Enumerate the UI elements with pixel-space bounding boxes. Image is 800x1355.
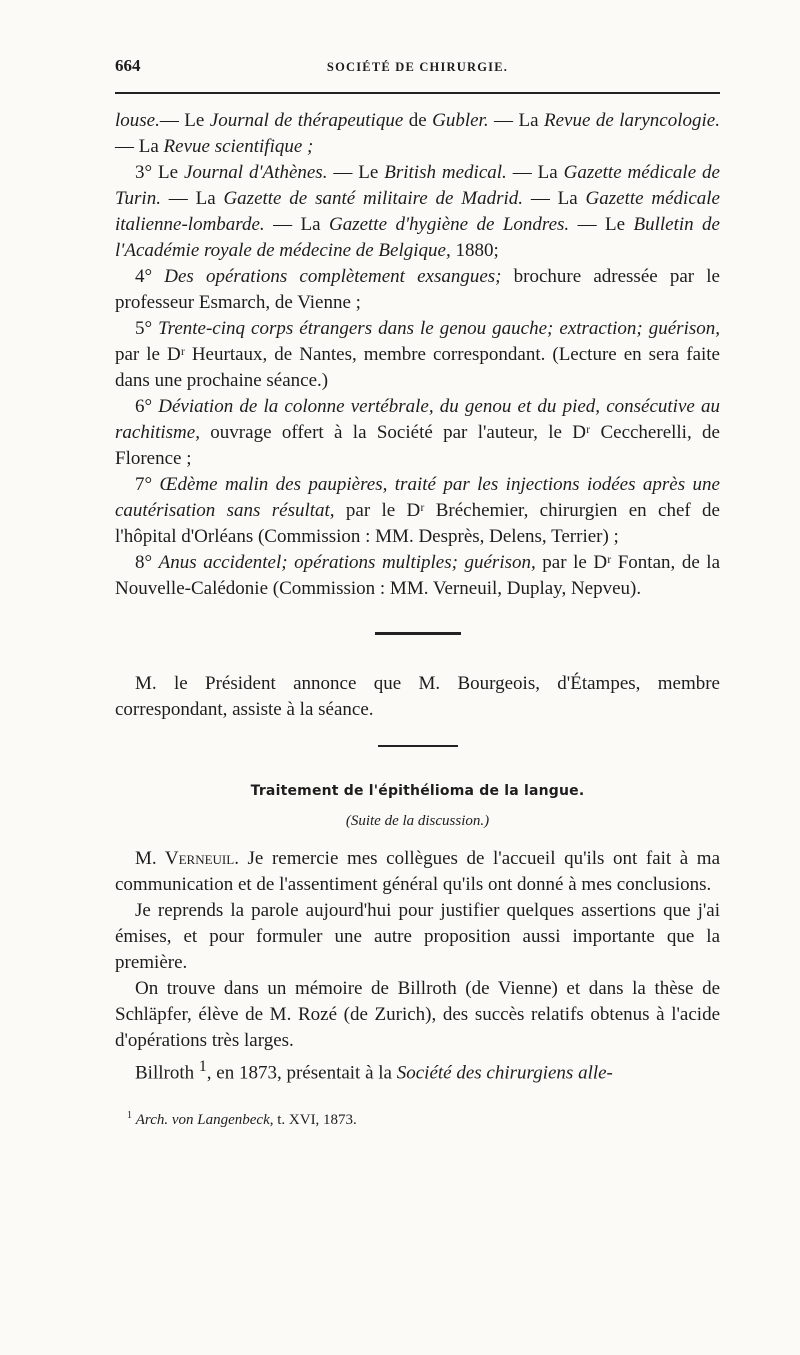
speaker-name: M. Verneuil. (135, 848, 239, 869)
intro-journal-4: Revue scientifique ; (163, 136, 314, 157)
item3-k: — La (264, 214, 329, 235)
item3-f: Gazette médicale de Turin. (115, 162, 720, 209)
p1-text: Je remercie mes collègues de l'accueil qu'ils ont fait à ma communication et de l'assentiment général qu'ils ont donné à mes conclusions. (115, 848, 720, 895)
intro-journal-2: Gubler. (432, 110, 489, 131)
p4-c: Société des chirurgiens alle- (396, 1062, 613, 1084)
list-item-8 (115, 550, 720, 602)
item6-b: Déviation de la colonne vertébrale, du genou et du pied, consécutive au rachitisme, (115, 396, 720, 443)
announcement: M. le Président annonce que M. Bourgeois, d'Étampes, membre correspondant, assiste à la séance. (115, 673, 720, 720)
item3-c: — Le (327, 162, 385, 183)
list-item-4 (115, 264, 720, 316)
item3-n: Bulletin de l'Académie royale de médecine de Belgique, (115, 214, 720, 261)
running-head: SOCIÉTÉ DE CHIRURGIE. (326, 60, 509, 74)
item8-a: 8° (135, 552, 159, 573)
intro-journal-1: Journal de thérapeutique (209, 110, 404, 131)
intro-text-3: — La (488, 110, 544, 131)
item4-b: Des opérations complètement exsangues; (164, 266, 502, 287)
list-item-7 (115, 472, 720, 550)
list-item-intro (115, 108, 720, 160)
item3-j: Gazette médicale italienne-lombarde. (115, 188, 720, 235)
footnote-marker: 1 (127, 1110, 132, 1122)
item6-c: ouvrage offert à la Société par l'auteur, le Dʳ Ceccherelli, de Florence ; (115, 422, 720, 469)
page (115, 56, 720, 1129)
section-subtitle: (Suite de la discussion.) (345, 813, 490, 829)
item8-c: par le Dʳ Fontan, de la Nouvelle-Calédonie (Commission : MM. Verneuil, Duplay, Nepveu). (115, 552, 721, 599)
item5-c: par le Dʳ Heurtaux, de Nantes, membre correspondant. (Lecture en sera faite dans une prochaine séance.) (115, 344, 720, 391)
item5-b: Trente-cinq corps étrangers dans le genou gauche; extraction; guérison, (158, 318, 721, 339)
p4-a: Billroth (135, 1062, 199, 1084)
intro-journal-3: Revue de laryncologie. (543, 110, 720, 131)
footnote-source: Arch. von Langenbeck, (135, 1112, 274, 1129)
item7-c: par le Dʳ Bréchemier, chirurgien en chef de l'hôpital d'Orléans (Commission : MM. Desprès, Delens, Terrier) ; (115, 500, 720, 547)
item8-b: Anus accidentel; opérations multiples; guérison, (158, 552, 536, 573)
body-paragraph-1 (115, 846, 720, 898)
page-header (115, 56, 720, 82)
page-number: 664 (115, 56, 141, 75)
item4-c: brochure adressée par le professeur Esmarch, de Vienne ; (115, 266, 720, 313)
header-rule (115, 92, 720, 94)
item7-a: 7° (135, 474, 160, 495)
intro-italic: louse. (115, 110, 160, 131)
item6-a: 6° (135, 396, 159, 417)
item3-l: Gazette d'hygiène de Londres. (328, 214, 570, 235)
footnote (115, 1110, 720, 1129)
intro-text: — Le (159, 110, 210, 131)
item3-m: — Le (569, 214, 634, 235)
item5-a: 5° (135, 318, 159, 339)
item7-b: Œdème malin des paupières, traité par les injections iodées après une cautérisation sans résultat, (115, 474, 720, 521)
item3-h: Gazette de santé militaire de Madrid. (223, 188, 524, 209)
list-item-3 (115, 160, 720, 264)
item3-e: — La (506, 162, 564, 183)
section-title: Traitement de l'épithélioma de la langue. (250, 783, 585, 799)
intro-text-2: de (403, 110, 433, 131)
list-item-5 (115, 316, 720, 394)
body-paragraph-3: On trouve dans un mémoire de Billroth (de Vienne) et dans la thèse de Schläpfer, élève de M. Rozé (de Zurich), des succès relatifs obtenus à l'acide d'opérations très larges. (115, 978, 720, 1051)
body-paragraph-2: Je reprends la parole aujourd'hui pour justifier quelques assertions que j'ai émises, et pour formuler une autre proposition aussi importante que la première. (115, 900, 720, 973)
section-divider (375, 632, 461, 635)
item3-o: 1880; (450, 240, 499, 261)
section-divider-2 (378, 745, 458, 747)
item4-a: 4° (135, 266, 165, 287)
item3-i: — La (523, 188, 586, 209)
list-item-6 (115, 394, 720, 472)
item3-b: Journal d'Athènes. (183, 162, 328, 183)
item3-d: British medical. (384, 162, 507, 183)
intro-text-4: — La (115, 136, 164, 157)
item3-g: — La (160, 188, 224, 209)
footnote-rest: t. XVI, 1873. (273, 1112, 357, 1129)
item3-a: 3° Le (135, 162, 184, 183)
body-paragraph-4 (115, 1054, 720, 1086)
p4-b: , en 1873, présentait à la (206, 1062, 397, 1084)
footnote-ref: 1 (198, 1058, 207, 1075)
